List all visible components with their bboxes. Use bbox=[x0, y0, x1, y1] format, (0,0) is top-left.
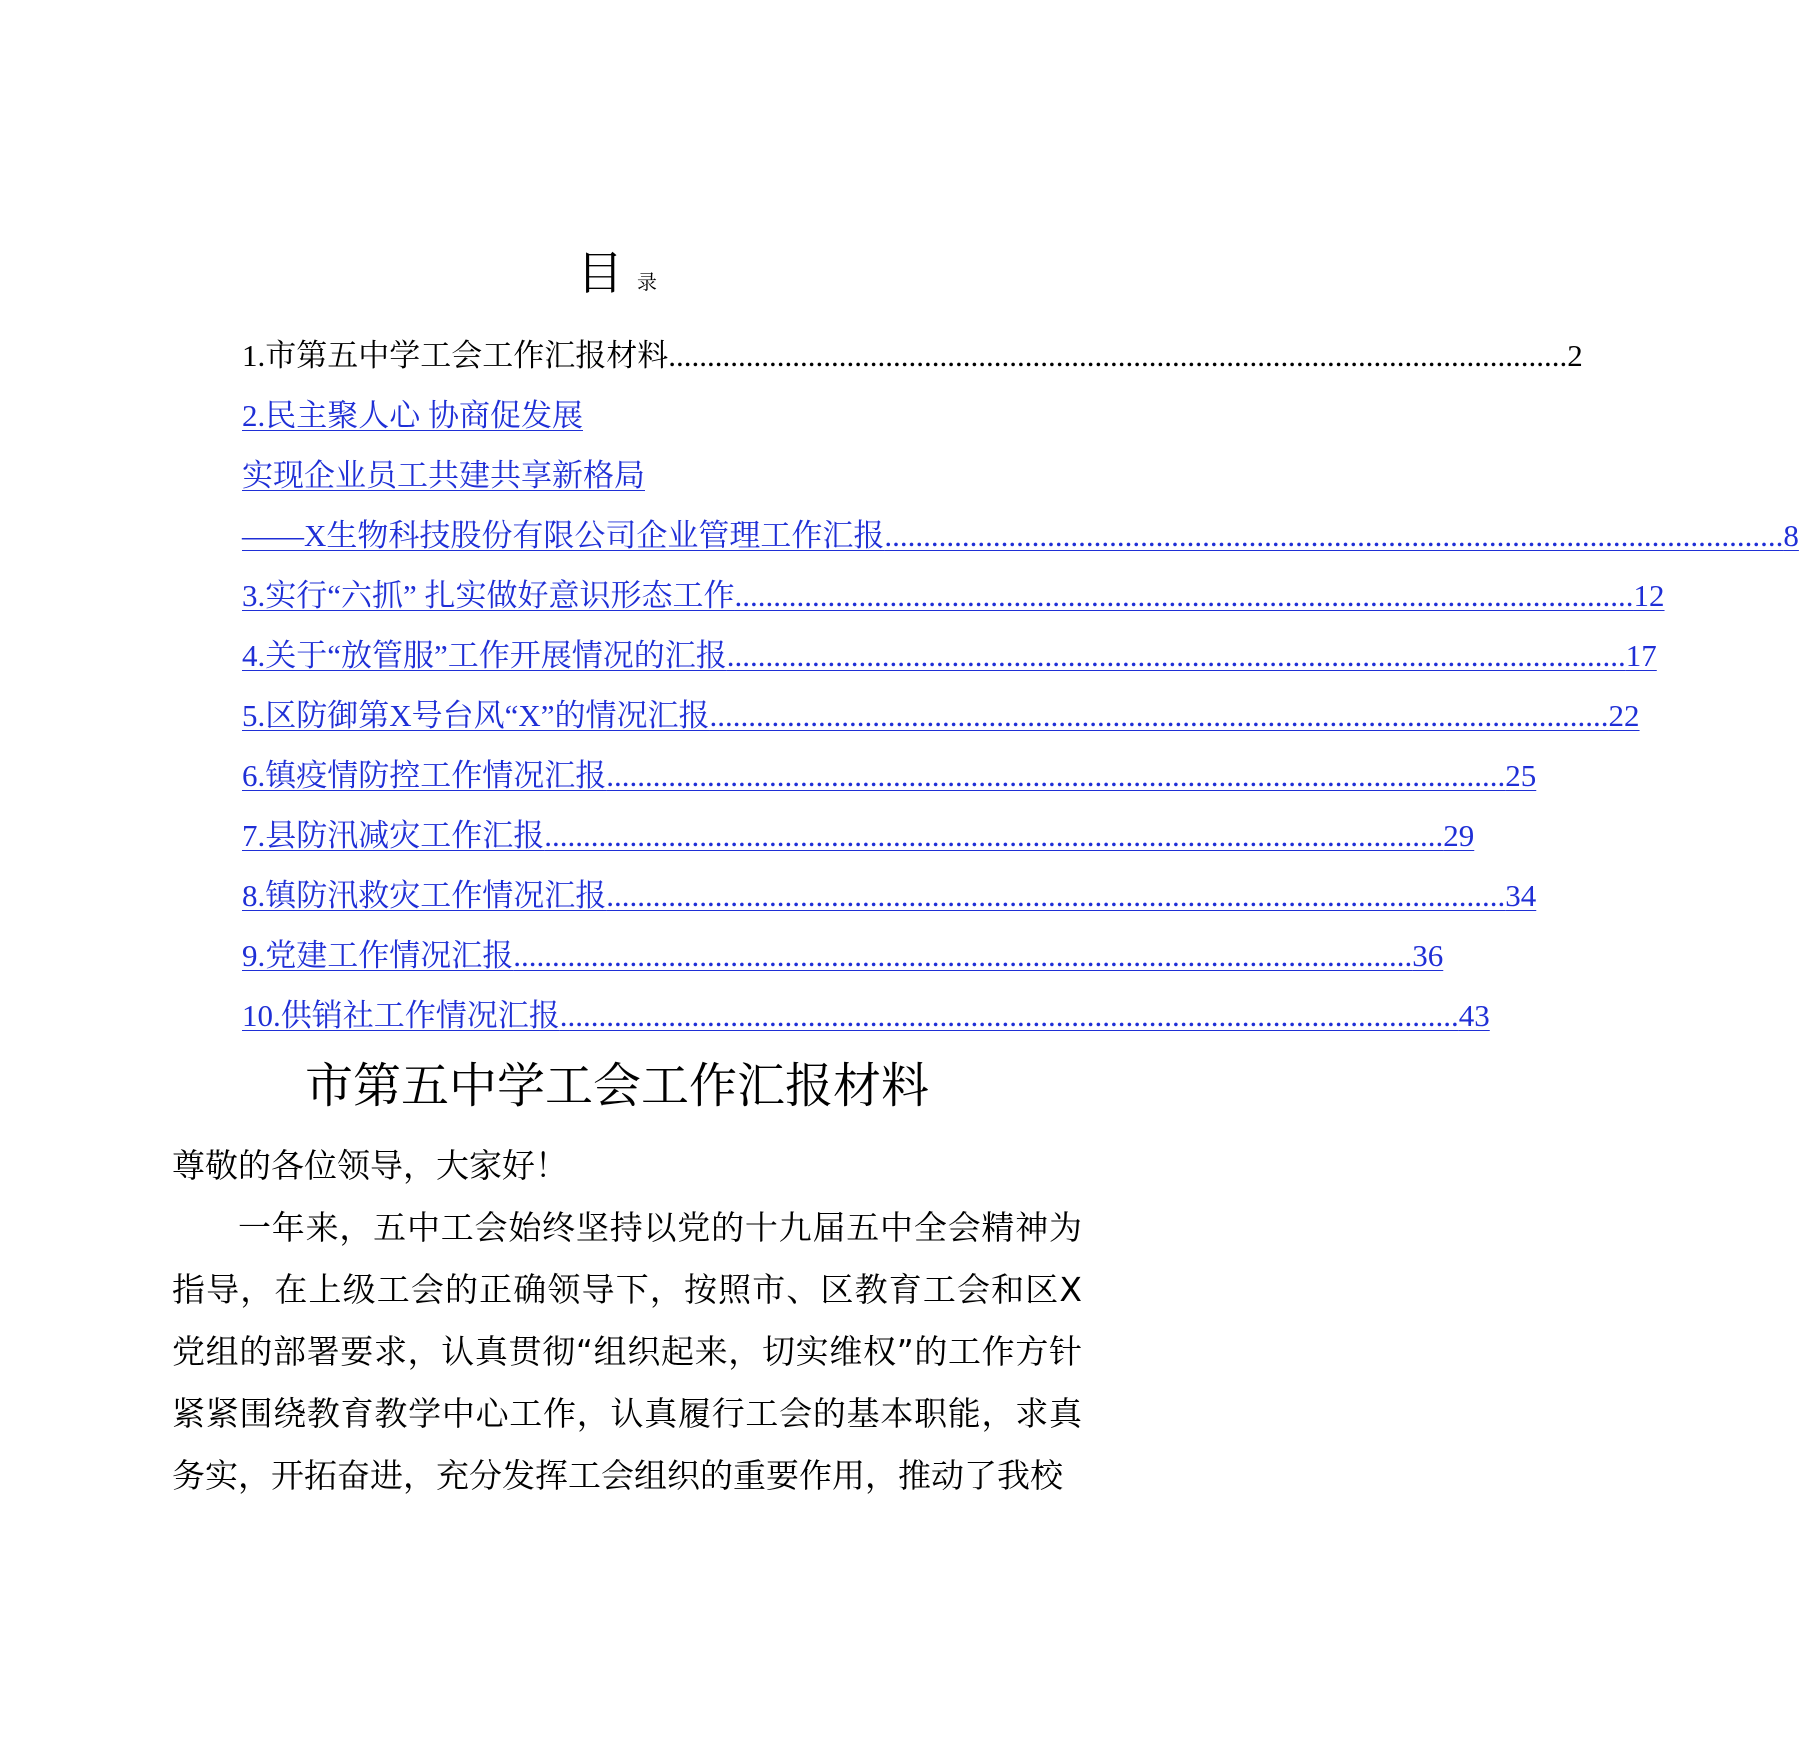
toc-entry-page: 22 bbox=[1608, 698, 1640, 733]
document-body bbox=[172, 1135, 1082, 1507]
toc-entry-page: 8 bbox=[1783, 518, 1799, 553]
toc-entry-page: 36 bbox=[1412, 938, 1444, 973]
toc-heading bbox=[0, 246, 1234, 300]
toc-entry-title: 实现企业员工共建共享新格局 bbox=[242, 458, 645, 493]
toc-entry-title: 2.民主聚人心 协商促发展 bbox=[242, 398, 583, 433]
greeting-paragraph: 尊敬的各位领导，大家好！ bbox=[172, 1146, 568, 1185]
toc-entry-title: 6.镇疫情防控工作情况汇报 bbox=[242, 758, 607, 793]
toc-entry-6[interactable] bbox=[242, 750, 1537, 810]
toc-entry-title: 1.市第五中学工会工作汇报材料 bbox=[242, 338, 669, 373]
toc-entry-page: 12 bbox=[1633, 578, 1665, 613]
toc-leader-dots: .................................................................................................................... bbox=[513, 938, 1413, 973]
toc-entry-page: 29 bbox=[1443, 818, 1475, 853]
toc-entry-2-line-3[interactable] bbox=[242, 510, 1799, 570]
toc-entry-title: ——X生物科技股份有限公司企业管理工作汇报 bbox=[242, 518, 885, 553]
toc-entry-page: 17 bbox=[1625, 638, 1657, 673]
toc-entry-title: 9.党建工作情况汇报 bbox=[242, 938, 514, 973]
toc-leader-dots: .................................................................................................................... bbox=[734, 578, 1634, 613]
toc-leader-dots: .................................................................................................................... bbox=[884, 518, 1784, 553]
toc-entry-page: 25 bbox=[1505, 758, 1537, 793]
toc-entry-page: 34 bbox=[1505, 878, 1537, 913]
toc-leader-dots: .................................................................................................................... bbox=[726, 638, 1626, 673]
toc-entry-title: 7.县防汛减灾工作汇报 bbox=[242, 818, 545, 853]
toc-entry-3[interactable] bbox=[242, 570, 1665, 630]
toc-entry-2-line-1[interactable] bbox=[242, 390, 1090, 450]
toc-entry-5[interactable] bbox=[242, 690, 1640, 750]
toc-entry-10[interactable] bbox=[242, 990, 1490, 1050]
toc-entry-page: 2 bbox=[1567, 338, 1583, 373]
toc-entry-8[interactable] bbox=[242, 870, 1537, 930]
toc-entry-page: 43 bbox=[1458, 998, 1490, 1033]
toc-entry-title: 10.供销社工作情况汇报 bbox=[242, 998, 560, 1033]
toc-entry-title: 8.镇防汛救灾工作情况汇报 bbox=[242, 878, 607, 913]
toc-leader-dots: .................................................................................................................... bbox=[559, 998, 1459, 1033]
toc-entry-title: 5.区防御第X号台风“X”的情况汇报 bbox=[242, 698, 710, 733]
toc-entry-9[interactable] bbox=[242, 930, 1444, 990]
toc-entry-title: 4.关于“放管服”工作开展情况的汇报 bbox=[242, 638, 727, 673]
toc-entry-4[interactable] bbox=[242, 630, 1657, 690]
toc-entry-1[interactable] bbox=[242, 330, 1583, 390]
toc-entry-2-line-2[interactable] bbox=[242, 450, 1090, 510]
toc-entry-7[interactable] bbox=[242, 810, 1475, 870]
toc-heading-main: 目 bbox=[577, 246, 623, 300]
body-paragraph: 一年来，五中工会始终坚持以党的十九届五中全会精神为指导，在上级工会的正确领导下，按照市、区教育工会和区X党组的部署要求，认真贯彻“组织起来，切实维权”的工作方针紧紧围绕教育教学中心工作，认真履行工会的基本职能，求真务实，开拓奋进，充分发挥工会组织的重要作用，推动了我校 bbox=[172, 1208, 1082, 1495]
toc-leader-dots: .................................................................................................................... bbox=[606, 878, 1506, 913]
toc-leader-dots: .................................................................................................................... bbox=[668, 338, 1568, 373]
toc-leader-dots: .................................................................................................................... bbox=[544, 818, 1444, 853]
document-title: 市第五中学工会工作汇报材料 bbox=[304, 1058, 929, 1114]
toc-entry-title: 3.实行“六抓” 扎实做好意识形态工作 bbox=[242, 578, 735, 613]
table-of-contents bbox=[242, 330, 1799, 1050]
toc-leader-dots: .................................................................................................................... bbox=[606, 758, 1506, 793]
toc-heading-suffix: 录 bbox=[637, 270, 657, 294]
toc-leader-dots: .................................................................................................................... bbox=[709, 698, 1609, 733]
